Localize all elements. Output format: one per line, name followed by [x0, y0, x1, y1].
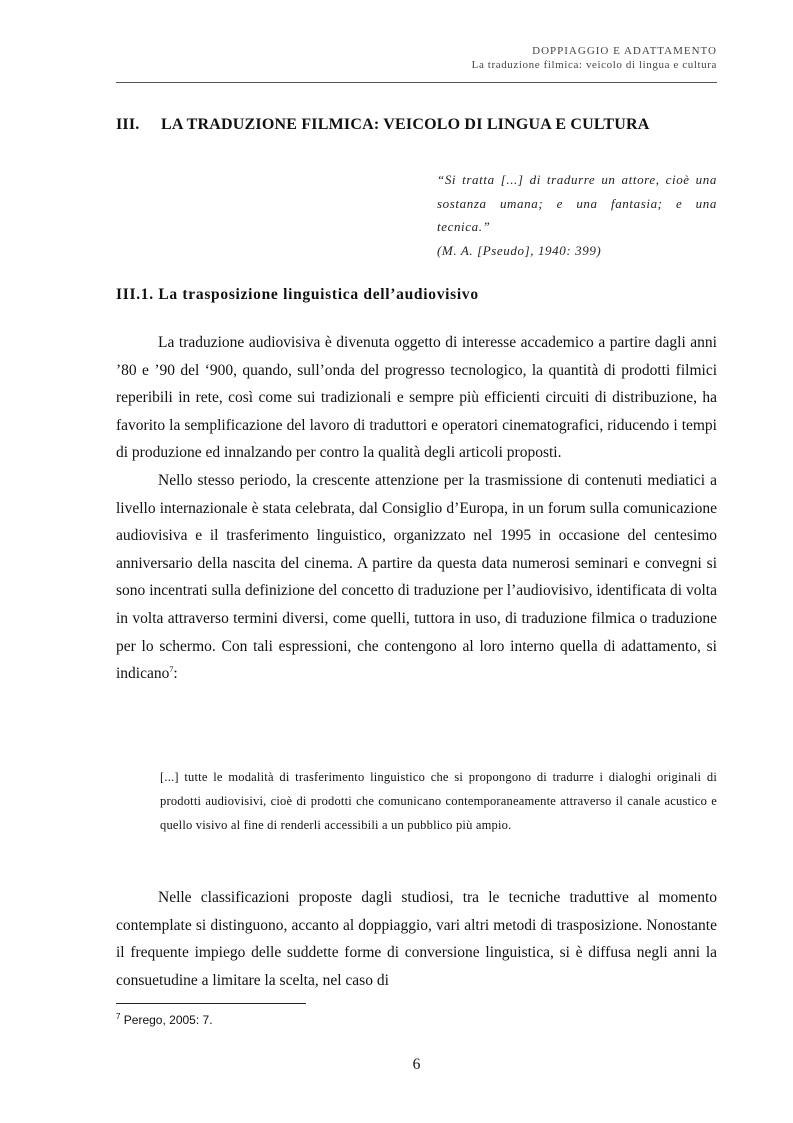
footnote-divider — [116, 1003, 306, 1004]
chapter-number: III. — [116, 116, 140, 133]
chapter-heading — [116, 116, 717, 134]
epigraph — [437, 168, 717, 262]
section-title: III.1. La trasposizione linguistica dell’audiovisivo — [116, 286, 479, 303]
header-divider — [116, 82, 717, 83]
page-number: 6 — [412, 1056, 421, 1073]
paragraph-1: La traduzione audiovisiva è divenuta oggetto di interesse accademico a partire dagli anni ’80 e ’90 del ‘900, quando, sull’onda del progresso tecnologico, la quantità di prodotti filmici reperibili in rete, così come sui tradizionali e sempre più efficienti circuiti di distribuzione, ha favorito la semplificazione del lavoro di traduttori e operatori cinematografici, riducendo i tempi di produzione ed innalzando per contro la qualità degli articoli proposti. — [116, 334, 717, 462]
body-text-lower — [116, 884, 717, 994]
running-header-subtitle: La traduzione filmica: veicolo di lingua e cultura — [471, 59, 717, 71]
footnote-marker: 7 — [116, 1012, 121, 1021]
running-header-title: DOPPIAGGIO E ADATTAMENTO — [532, 45, 717, 57]
footnote-text: Perego, 2005: 7. — [120, 1013, 213, 1027]
footnote — [116, 1013, 213, 1027]
paragraph-2 — [116, 467, 717, 688]
footnote-reference[interactable]: 7 — [169, 664, 174, 674]
body-text-upper — [116, 329, 717, 688]
paragraph-3: Nelle classificazioni proposte dagli studiosi, tra le tecniche traduttive al momento contemplate si distinguono, accanto al doppiaggio, vari altri metodi di trasposizione. Nonostante il frequente impiego delle suddette forme di conversione linguistica, si è diffusa negli anni la consuetudine a limitare la scelta, nel caso di — [116, 889, 717, 989]
epigraph-citation: (M. A. [Pseudo], 1940: 399) — [437, 242, 602, 258]
paragraph-2-text: Nello stesso periodo, la crescente attenzione per la trasmissione di contenuti mediatici a livello internazionale è stata celebrata, dal Consiglio d’Europa, in un forum sulla comunicazione audiovisiva e il trasferimento linguistico, organizzato nel 1995 in occasione del centesimo anniversario della nascita del cinema. A partire da questa data numerosi seminari e convegni si sono incentrati sulla definizione del concetto di traduzione per l’audiovisivo, identificata di volta in volta attraverso termini diversi, come quelli, tuttora in uso, di traduzione filmica o traduzione per lo schermo. Con tali espressioni, che contengono al loro interno quella di adattamento, si indicano — [116, 471, 717, 683]
block-quote: [...] tutte le modalità di trasferimento linguistico che si propongono di tradurre i dialoghi originali di prodotti audiovisivi, cioè di prodotti che comunicano contemporaneamente attraverso il canale acustico e quello visivo al fine di renderli accessibili a un pubblico più ampio. — [160, 770, 717, 832]
chapter-title: LA TRADUZIONE FILMICA: VEICOLO DI LINGUA E CULTURA — [161, 116, 650, 133]
running-header — [116, 44, 717, 72]
paragraph-2-colon: : — [173, 665, 178, 683]
epigraph-quote: “Si tratta [...] di tradurre un attore, cioè una sostanza umana; e una fantasia; e una tecnica.” — [437, 172, 717, 234]
